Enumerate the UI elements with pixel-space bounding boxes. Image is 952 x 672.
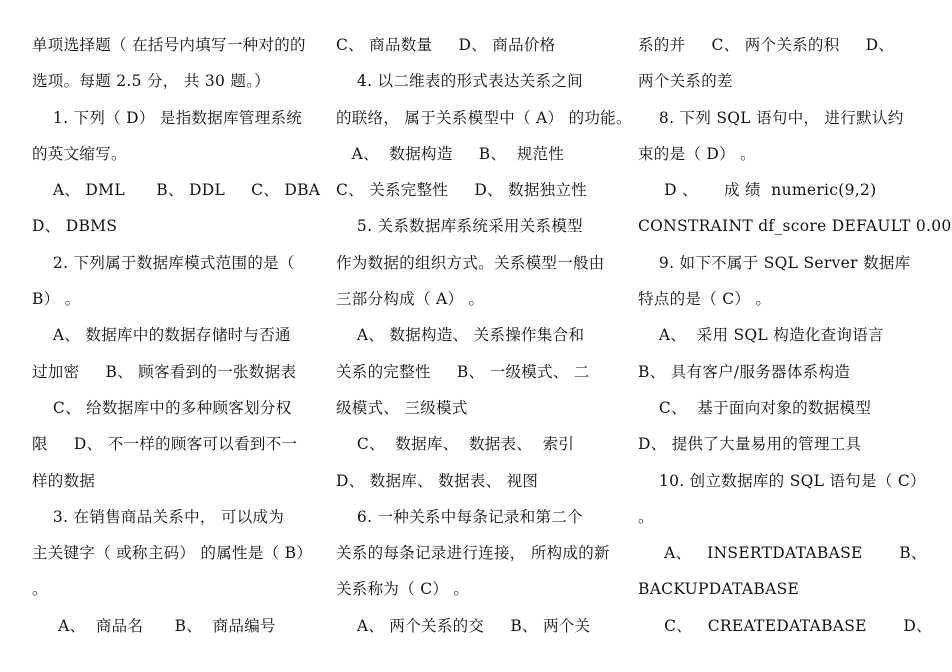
text-line: 3. 在销售商品关系中， 可以成为 xyxy=(32,507,285,526)
text-line: 级模式、 三级模式 xyxy=(336,398,468,417)
text-line: D、 提供了大量易用的管理工具 xyxy=(638,435,862,454)
text-line: 9. 如下不属于 SQL Server 数据库 xyxy=(638,253,911,272)
text-line: D 、 成 绩 numeric(9,2) xyxy=(638,181,877,200)
text-line: 两个关系的差 xyxy=(638,72,733,91)
text-line: A、 DML B、 DDL C、 DBA xyxy=(32,181,321,200)
text-line: C、 给数据库中的多种顾客划分权 xyxy=(32,398,292,417)
text-line: 6. 一种关系中每条记录和第二个 xyxy=(336,507,583,526)
text-line: 的英文缩写。 xyxy=(32,144,127,163)
text-line: C、 数据库、 数据表、 索引 xyxy=(336,435,575,454)
text-line: A、 两个关系的交 B、 两个关 xyxy=(336,616,591,635)
text-line: 2. 下列属于数据库模式范围的是（ xyxy=(32,253,295,272)
text-line: A、 INSERTDATABASE B、 xyxy=(638,544,927,563)
text-line: 4. 以二维表的形式表达关系之间 xyxy=(336,72,583,91)
text-line: C、 关系完整性 D、 数据独立性 xyxy=(336,181,588,200)
text-line: A、 商品名 B、 商品编号 xyxy=(32,616,276,635)
text-line: 1. 下列（ D） 是指数据库管理系统 xyxy=(32,108,303,127)
text-line: A、 数据构造 B、 规范性 xyxy=(336,144,565,163)
text-line: 主关键字（ 或称主码） 的属性是（ B） xyxy=(32,544,313,563)
text-column-1 xyxy=(32,27,321,644)
text-line: 。 xyxy=(638,507,654,526)
text-line: 关系的完整性 B、 一级模式、 二 xyxy=(336,362,590,381)
text-line: A、 数据库中的数据存储时与否通 xyxy=(32,326,291,345)
text-line: BACKUPDATABASE xyxy=(638,580,800,599)
text-line: 8. 下列 SQL 语句中， 进行默认约 xyxy=(638,108,904,127)
text-line: 关系称为（ C） 。 xyxy=(336,580,470,599)
text-line: CONSTRAINT df_score DEFAULT 0.00 xyxy=(638,217,952,236)
text-line: 。 xyxy=(32,580,48,599)
text-line: C、 商品数量 D、 商品价格 xyxy=(336,36,556,54)
text-line: 三部分构成（ A） 。 xyxy=(336,290,485,309)
text-line: B、 具有客户/服务器体系构造 xyxy=(638,362,851,381)
text-line: D、 DBMS xyxy=(32,217,118,236)
text-line: 束的是（ D） 。 xyxy=(638,144,756,163)
text-line: 特点的是（ C） 。 xyxy=(638,290,772,309)
text-line: 系的并 C、 两个关系的积 D、 xyxy=(638,36,895,54)
text-line: 作为数据的组织方式。关系模型一般由 xyxy=(336,253,605,272)
text-line: 单项选择题（ 在括号内填写一种对的的 xyxy=(32,36,306,54)
text-column-3 xyxy=(638,27,952,644)
text-line: 10. 创立数据库的 SQL 语句是（ C） xyxy=(638,471,926,490)
text-line: 过加密 B、 顾客看到的一张数据表 xyxy=(32,362,297,381)
text-line: C、 CREATEDATABASE D、 xyxy=(638,616,932,635)
text-line: A、 数据构造、 关系操作集合和 xyxy=(336,326,585,345)
text-line: A、 采用 SQL 构造化查询语言 xyxy=(638,326,884,345)
text-line: 5. 关系数据库系统采用关系模型 xyxy=(336,217,583,236)
text-column-2 xyxy=(336,27,632,644)
text-line: 选项。每题 2.5 分， 共 30 题。） xyxy=(32,72,271,91)
text-line: B） 。 xyxy=(32,290,81,309)
text-line: 限 D、 不一样的顾客可以看到不一 xyxy=(32,435,298,454)
text-line: 样的数据 xyxy=(32,471,96,490)
text-line: 的联络， 属于关系模型中（ A） 的功能。 xyxy=(336,108,632,127)
text-line: C、 基于面向对象的数据模型 xyxy=(638,398,872,417)
text-line: 关系的每条记录进行连接， 所构成的新 xyxy=(336,544,610,563)
text-line: D、 数据库、 数据表、 视图 xyxy=(336,471,539,490)
